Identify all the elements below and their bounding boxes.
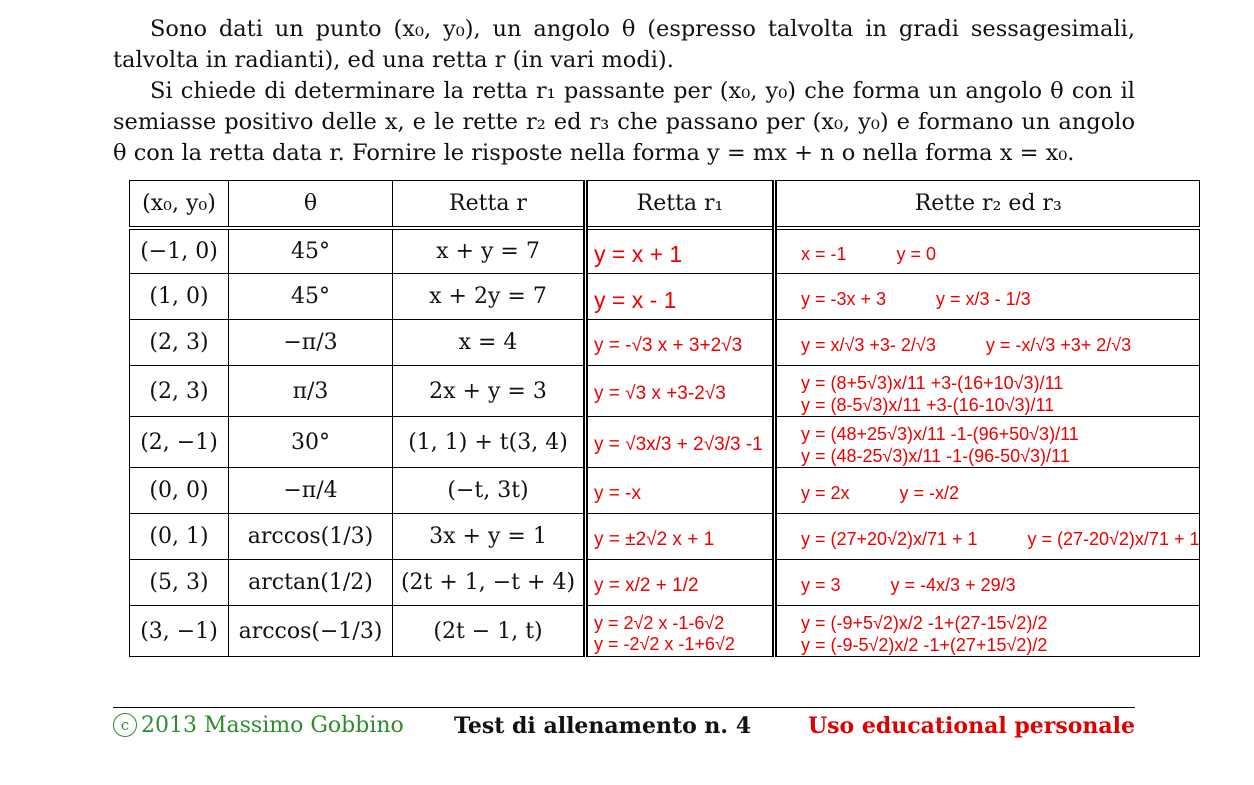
answer-r23: y = (27+20√2)x/71 + 1: [801, 529, 978, 549]
cell-theta: 30°: [229, 417, 393, 468]
cell-rette-r2-r3: [775, 560, 1200, 606]
cell-theta: −π/4: [229, 468, 393, 514]
cell-point: (5, 3): [130, 560, 229, 606]
cell-retta-r: x + y = 7: [393, 228, 586, 274]
header-theta: θ: [229, 181, 393, 228]
answer-r23: y = -x/√3 +3+ 2/√3: [985, 335, 1132, 355]
answer-r1: y = √3x/3 + 2√3/3 -1: [594, 434, 763, 455]
answer-r1: y = 2√2 x -1-6√2: [594, 613, 725, 633]
table-row: [130, 366, 1200, 417]
answer-r23: y = -x/2: [899, 483, 960, 503]
header-point: (x₀, y₀): [130, 181, 229, 228]
answer-r1: y = √3 x +3-2√3: [594, 383, 726, 404]
cell-retta-r1: [586, 606, 775, 657]
cell-point: (1, 0): [130, 274, 229, 320]
table-row: [130, 417, 1200, 468]
answer-r23: y = (27-20√2)x/71 + 1: [1027, 529, 1200, 549]
cell-retta-r: x + 2y = 7: [393, 274, 586, 320]
cell-point: (2, −1): [130, 417, 229, 468]
cell-retta-r: (2t + 1, −t + 4): [393, 560, 586, 606]
cell-rette-r2-r3: [775, 514, 1200, 560]
footer-divider: [113, 707, 1135, 708]
intro-paragraph-1: Sono dati un punto (x₀, y₀), un angolo θ (espresso talvolta in gradi sessagesimali, talvolta in radianti), ed una retta r (in vari modi).: [113, 16, 1135, 73]
cell-retta-r1: [586, 514, 775, 560]
cell-retta-r1: [586, 468, 775, 514]
answer-r1: y = x/2 + 1/2: [594, 574, 699, 596]
header-rette-r2-r3: Rette r₂ ed r₃: [775, 181, 1200, 228]
cell-retta-r: (1, 1) + t(3, 4): [393, 417, 586, 468]
header-retta-r1: Retta r₁: [586, 181, 775, 228]
cell-theta: arccos(1/3): [229, 514, 393, 560]
cell-retta-r: x = 4: [393, 320, 586, 366]
cell-retta-r1: [586, 320, 775, 366]
cell-retta-r: 2x + y = 3: [393, 366, 586, 417]
answer-r23: x = -1: [801, 243, 847, 264]
cell-rette-r2-r3: [775, 228, 1200, 274]
footer-usage: Uso educational personale: [807, 713, 1135, 739]
footer-title: Test di allenamento n. 4: [454, 713, 752, 739]
table-row: [130, 606, 1200, 657]
answer-r23: y = (-9+5√2)x/2 -1+(27-15√2)/2: [801, 613, 1048, 633]
answer-r23: y = 3: [801, 575, 841, 595]
cell-rette-r2-r3: [775, 417, 1200, 468]
answer-r23: y = 0: [896, 243, 937, 264]
answer-r23: y = (8-5√3)x/11 +3-(16-10√3)/11: [801, 395, 1055, 415]
answer-r23: y = -4x/3 + 29/3: [890, 575, 1016, 595]
answer-r23: y = x/3 - 1/3: [936, 289, 1031, 309]
table-header-row: [130, 181, 1200, 228]
header-retta-r: Retta r: [393, 181, 586, 228]
answer-r23: y = -3x + 3: [801, 289, 887, 309]
table-row: [130, 514, 1200, 560]
cell-point: (2, 3): [130, 320, 229, 366]
cell-theta: −π/3: [229, 320, 393, 366]
cell-point: (3, −1): [130, 606, 229, 657]
table-row: [130, 320, 1200, 366]
footer-copyright: c 2013 Massimo Gobbino: [113, 712, 404, 740]
cell-retta-r: (−t, 3t): [393, 468, 586, 514]
answer-r23: y = (-9-5√2)x/2 -1+(27+15√2)/2: [801, 635, 1048, 655]
answer-r23: y = (8+5√3)x/11 +3-(16+10√3)/11: [801, 373, 1064, 393]
cell-rette-r2-r3: [775, 320, 1200, 366]
answer-r1: y = -x: [594, 482, 641, 504]
cell-rette-r2-r3: [775, 468, 1200, 514]
cell-retta-r: (2t − 1, t): [393, 606, 586, 657]
answer-r1: y = -√3 x + 3+2√3: [594, 334, 743, 356]
answer-r23: y = x/√3 +3- 2/√3: [801, 335, 936, 355]
table-row: [130, 560, 1200, 606]
table-row: [130, 274, 1200, 320]
answer-r1: y = x + 1: [594, 241, 683, 268]
cell-theta: 45°: [229, 274, 393, 320]
cell-theta: 45°: [229, 228, 393, 274]
cell-point: (2, 3): [130, 366, 229, 417]
answer-r23: y = (48-25√3)x/11 -1-(96-50√3)/11: [801, 446, 1070, 466]
answer-r1: y = ±2√2 x + 1: [594, 528, 715, 550]
cell-rette-r2-r3: [775, 274, 1200, 320]
answer-r1: y = x - 1: [594, 286, 677, 313]
cell-retta-r1: [586, 560, 775, 606]
cell-theta: arccos(−1/3): [229, 606, 393, 657]
answer-r23: y = (48+25√3)x/11 -1-(96+50√3)/11: [801, 424, 1079, 444]
cell-retta-r1: [586, 274, 775, 320]
intro-paragraph-2: Si chiede di determinare la retta r₁ passante per (x₀, y₀) che forma un angolo θ con il semiasse positivo delle x, e le rette r₂ ed r₃ che passano per (x₀, y₀) e formano un angolo θ con la retta data r. Fornire le risposte nella forma y = mx + n o nella forma x = x₀.: [113, 78, 1135, 166]
cell-retta-r1: [586, 366, 775, 417]
answer-r1: y = -2√2 x -1+6√2: [594, 634, 735, 654]
cell-theta: arctan(1/2): [229, 560, 393, 606]
cell-point: (−1, 0): [130, 228, 229, 274]
table-row: [130, 468, 1200, 514]
cell-retta-r1: [586, 228, 775, 274]
cell-point: (0, 0): [130, 468, 229, 514]
exercise-table: [129, 180, 1200, 657]
copyright-icon: c: [113, 713, 137, 737]
cell-retta-r: 3x + y = 1: [393, 514, 586, 560]
table-row: [130, 228, 1200, 274]
cell-rette-r2-r3: [775, 606, 1200, 657]
cell-point: (0, 1): [130, 514, 229, 560]
answer-r23: y = 2x: [801, 483, 850, 503]
cell-rette-r2-r3: [775, 366, 1200, 417]
cell-retta-r1: [586, 417, 775, 468]
cell-theta: π/3: [229, 366, 393, 417]
